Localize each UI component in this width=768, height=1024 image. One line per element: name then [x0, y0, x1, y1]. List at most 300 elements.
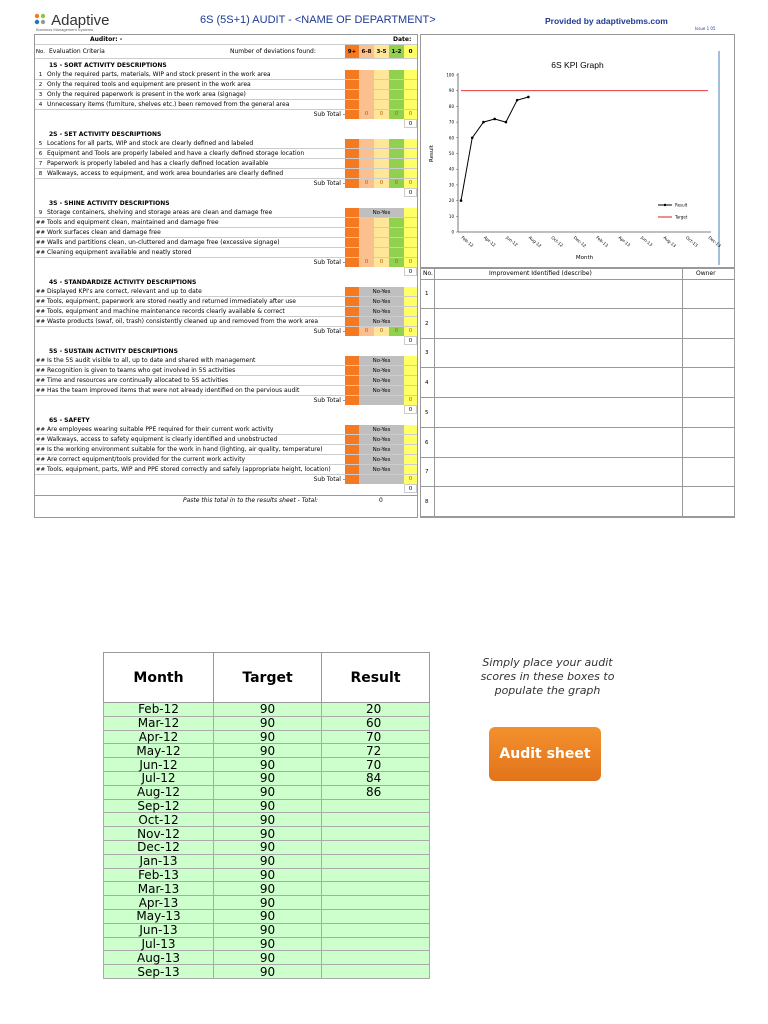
logo-icon [34, 13, 46, 25]
criteria-text: Unnecessary items (furniture, shelves etc.) been removed from the general area [47, 101, 290, 108]
criteria-row [35, 100, 417, 110]
improvement-number: 4 [425, 380, 429, 387]
target-cell[interactable]: 90 [214, 923, 322, 937]
criteria-text: Is the working environment suitable for the work in hand (lighting, air quality, temperature) [47, 446, 323, 453]
notes-cell: No-Yes [359, 307, 404, 317]
score-cell[interactable] [404, 70, 417, 80]
improvement-table [420, 268, 735, 518]
criteria-row [35, 80, 417, 90]
score-cell[interactable] [404, 139, 417, 149]
notes-cell: No-Yes [359, 386, 404, 396]
score-cell[interactable] [359, 70, 374, 80]
score-cell[interactable] [345, 297, 359, 307]
score-cell[interactable] [404, 90, 417, 100]
score-cell[interactable] [345, 386, 359, 396]
form-row [35, 336, 417, 345]
criteria-text: Only the required parts, materials, WIP and stock present in the work area [47, 71, 271, 78]
result-cell[interactable]: 60 [322, 716, 430, 730]
logo-subtitle: Business Management Systems [36, 27, 94, 32]
score-cell[interactable] [345, 228, 359, 238]
results-table [103, 652, 430, 979]
score-cell[interactable] [359, 159, 374, 169]
improvement-number: 8 [425, 498, 429, 505]
subtotal-value: 0 [359, 179, 374, 188]
form-row [35, 119, 417, 128]
notes-cell: No-Yes [359, 287, 404, 297]
form-row [35, 130, 417, 139]
score-cell[interactable] [374, 218, 389, 228]
x-tick-label: Dec-12 [572, 234, 588, 249]
criteria-number: ## [35, 289, 46, 295]
month-cell: Mar-13 [104, 882, 214, 896]
month-cell: Nov-12 [104, 827, 214, 841]
score-cell[interactable] [404, 228, 417, 238]
month-cell: May-13 [104, 909, 214, 923]
target-cell[interactable]: 90 [214, 854, 322, 868]
notes-cell: No-Yes [359, 297, 404, 307]
score-cell[interactable] [345, 435, 359, 445]
result-cell[interactable] [322, 951, 430, 965]
score-cell[interactable] [389, 80, 404, 90]
result-cell[interactable]: 84 [322, 771, 430, 785]
improvement-number: 5 [425, 409, 429, 416]
result-cell[interactable] [322, 882, 430, 896]
subtotal-gray [359, 475, 404, 484]
criteria-row [35, 70, 417, 80]
date-label: Date: [393, 36, 412, 43]
score-cell[interactable] [359, 139, 374, 149]
score-cell[interactable] [345, 70, 359, 80]
y-tick-label: 70 [448, 119, 454, 125]
auditor-label: Auditor: - [90, 36, 123, 43]
score-cell[interactable] [374, 248, 389, 258]
score-cell[interactable] [359, 90, 374, 100]
score-cell[interactable] [359, 169, 374, 179]
legend-target-label: Target [675, 214, 688, 220]
score-cell[interactable] [374, 228, 389, 238]
x-tick-label: Jun-13 [639, 234, 654, 248]
criteria-number: 8 [38, 171, 43, 177]
score-cell[interactable] [404, 208, 417, 218]
result-cell[interactable] [322, 965, 430, 979]
month-cell: Aug-12 [104, 785, 214, 799]
form-row [35, 405, 417, 414]
criteria-number: ## [35, 250, 46, 256]
improvement-row[interactable] [421, 309, 734, 339]
target-cell[interactable]: 90 [214, 896, 322, 910]
section-total: 0 [404, 405, 417, 414]
x-tick-label: Feb-12 [460, 234, 475, 248]
table-row [104, 813, 430, 827]
criteria-text: Walkways, access to safety equipment is clearly identified and unobstructed [47, 436, 278, 443]
criteria-row [35, 159, 417, 169]
table-row [104, 923, 430, 937]
subtotal-cell [345, 475, 359, 484]
criteria-row [35, 386, 417, 396]
criteria-number: 2 [38, 82, 43, 88]
subtotal-value: 0 [404, 179, 417, 188]
score-cell[interactable] [345, 425, 359, 435]
result-cell[interactable] [322, 868, 430, 882]
subtotal-value: 0 [389, 327, 404, 336]
result-cell[interactable]: 70 [322, 730, 430, 744]
deviations-label: Number of deviations found: [230, 48, 316, 55]
result-cell[interactable] [322, 937, 430, 951]
score-cell[interactable] [345, 139, 359, 149]
section-title: 1S - SORT ACTIVITY DESCRIPTIONS [49, 62, 167, 69]
criteria-number: ## [35, 427, 46, 433]
target-cell[interactable]: 90 [214, 951, 322, 965]
target-cell[interactable]: 90 [214, 771, 322, 785]
score-header: 1-2 [389, 45, 404, 59]
subtotal-cell [345, 327, 359, 336]
score-cell[interactable] [389, 90, 404, 100]
criteria-text: Time and resources are continually allocated to 5S activities [47, 377, 229, 384]
criteria-row [35, 435, 417, 445]
month-cell: Feb-13 [104, 868, 214, 882]
score-cell[interactable] [345, 287, 359, 297]
form-row [35, 416, 417, 425]
subtotal-value: 0 [404, 396, 417, 405]
score-cell[interactable] [374, 100, 389, 110]
score-cell[interactable] [389, 238, 404, 248]
improvement-number: 6 [425, 439, 429, 446]
criteria-text: Work surfaces clean and damage free [47, 229, 161, 236]
score-cell[interactable] [345, 455, 359, 465]
criteria-text: Paperwork is properly labeled and has a clearly defined location available [47, 160, 269, 167]
month-cell: Jul-12 [104, 771, 214, 785]
notes-cell: No-Yes [359, 435, 404, 445]
table-row [104, 716, 430, 730]
improvement-row[interactable] [421, 398, 734, 428]
subtotal-cell [345, 110, 359, 119]
subtotal-value: 0 [374, 327, 389, 336]
target-cell[interactable]: 90 [214, 937, 322, 951]
score-cell[interactable] [389, 100, 404, 110]
criteria-number: ## [35, 240, 46, 246]
criteria-number: 9 [38, 210, 43, 216]
score-cell[interactable] [404, 307, 417, 317]
target-cell[interactable]: 90 [214, 882, 322, 896]
improvement-row[interactable] [421, 368, 734, 398]
score-cell[interactable] [404, 149, 417, 159]
subtotal-cell [345, 258, 359, 267]
criteria-row [35, 139, 417, 149]
section-total: 0 [404, 267, 417, 276]
score-cell[interactable] [374, 159, 389, 169]
month-cell: Feb-12 [104, 703, 214, 717]
criteria-text: Storage containers, shelving and storage areas are clean and damage free [47, 209, 273, 216]
result-cell[interactable]: 20 [322, 703, 430, 717]
score-cell[interactable] [374, 90, 389, 100]
result-cell[interactable] [322, 799, 430, 813]
result-cell[interactable] [322, 813, 430, 827]
result-cell[interactable]: 72 [322, 744, 430, 758]
criteria-text: Equipment and Tools are properly labeled and have a clearly defined storage location [47, 150, 305, 157]
result-cell[interactable] [322, 840, 430, 854]
score-cell[interactable] [345, 159, 359, 169]
score-cell[interactable] [389, 169, 404, 179]
subtotal-label: Sub Total - [313, 111, 345, 118]
table-row [104, 744, 430, 758]
improvement-no-header: No. [423, 270, 433, 277]
result-cell[interactable] [322, 827, 430, 841]
subtotal-value: 0 [404, 475, 417, 484]
criteria-row [35, 149, 417, 159]
notes-cell: No-Yes [359, 445, 404, 455]
criteria-number: ## [35, 457, 46, 463]
score-cell[interactable] [345, 356, 359, 366]
score-cell[interactable] [404, 169, 417, 179]
logo-text: Adaptive [51, 12, 110, 29]
x-tick-label: Oct-13 [684, 234, 699, 248]
score-cell[interactable] [359, 149, 374, 159]
notes-cell: No-Yes [359, 356, 404, 366]
score-cell[interactable] [345, 169, 359, 179]
result-header: Result [322, 653, 430, 703]
improvement-row[interactable] [421, 279, 734, 309]
form-row [35, 396, 417, 405]
data-point [527, 96, 530, 99]
improvement-row[interactable] [421, 428, 734, 458]
score-cell[interactable] [359, 248, 374, 258]
score-cell[interactable] [404, 317, 417, 327]
target-cell[interactable]: 90 [214, 965, 322, 979]
score-cell[interactable] [404, 376, 417, 386]
target-cell[interactable]: 90 [214, 840, 322, 854]
form-row [35, 347, 417, 356]
score-cell[interactable] [345, 445, 359, 455]
score-cell[interactable] [389, 159, 404, 169]
criteria-number: 6 [38, 151, 43, 157]
x-tick-label: Feb-13 [595, 234, 610, 248]
score-cell[interactable] [404, 386, 417, 396]
score-cell[interactable] [345, 465, 359, 475]
criteria-row [35, 366, 417, 376]
month-cell: Sep-13 [104, 965, 214, 979]
criteria-number: ## [35, 447, 46, 453]
score-cell[interactable] [404, 238, 417, 248]
criteria-number: ## [35, 309, 46, 315]
score-cell[interactable] [374, 80, 389, 90]
score-cell[interactable] [404, 287, 417, 297]
improvement-row[interactable] [421, 457, 734, 487]
criteria-row [35, 287, 417, 297]
score-cell[interactable] [345, 317, 359, 327]
score-cell[interactable] [404, 425, 417, 435]
criteria-text: Walkways, access to equipment, and work area boundaries are clearly defined [47, 170, 284, 177]
criteria-text: Recognition is given to teams who get involved in 5S activities [47, 367, 236, 374]
score-cell[interactable] [359, 100, 374, 110]
criteria-text: Cleaning equipment available and neatly stored [47, 249, 192, 256]
notes-cell: No-Yes [359, 366, 404, 376]
score-cell[interactable] [374, 169, 389, 179]
improvement-number: 3 [425, 350, 429, 357]
score-cell[interactable] [374, 139, 389, 149]
score-cell[interactable] [389, 139, 404, 149]
criteria-number: ## [35, 319, 46, 325]
section-title: 5S - SUSTAIN ACTIVITY DESCRIPTIONS [49, 348, 178, 355]
score-cell[interactable] [345, 307, 359, 317]
improvement-number: 7 [425, 469, 429, 476]
subtotal-value: 0 [374, 179, 389, 188]
target-cell[interactable]: 90 [214, 744, 322, 758]
criteria-row [35, 169, 417, 179]
criteria-row [35, 465, 417, 475]
month-cell: Dec-12 [104, 840, 214, 854]
month-cell: Mar-12 [104, 716, 214, 730]
score-cell[interactable] [345, 80, 359, 90]
notes-cell: No-Yes [359, 455, 404, 465]
score-cell[interactable] [345, 149, 359, 159]
criteria-row [35, 307, 417, 317]
score-cell[interactable] [404, 445, 417, 455]
form-row [35, 110, 417, 119]
target-cell[interactable]: 90 [214, 909, 322, 923]
score-cell[interactable] [359, 228, 374, 238]
subtotal-value: 0 [404, 327, 417, 336]
month-cell: Apr-12 [104, 730, 214, 744]
criteria-text: Has the team improved items that were not already identified on the pervious audit [47, 387, 300, 394]
data-point [493, 118, 496, 121]
table-row [104, 703, 430, 717]
target-cell[interactable]: 90 [214, 799, 322, 813]
score-cell[interactable] [404, 366, 417, 376]
data-point [460, 199, 463, 202]
month-cell: Apr-13 [104, 896, 214, 910]
subtotal-cell [345, 179, 359, 188]
score-cell[interactable] [389, 70, 404, 80]
score-cell[interactable] [404, 218, 417, 228]
result-cell[interactable]: 70 [322, 758, 430, 772]
score-cell[interactable] [345, 376, 359, 386]
form-row [35, 484, 417, 493]
score-cell[interactable] [359, 80, 374, 90]
score-cell[interactable] [345, 238, 359, 248]
subtotal-value: 0 [374, 258, 389, 267]
score-cell[interactable] [404, 80, 417, 90]
month-header: Month [104, 653, 214, 703]
criteria-row [35, 425, 417, 435]
result-cell[interactable] [322, 923, 430, 937]
audit-sheet-button[interactable]: Audit sheet [489, 727, 601, 781]
criteria-header: Evaluation Criteria [49, 48, 105, 55]
criteria-number: ## [35, 378, 46, 384]
score-cell[interactable] [404, 435, 417, 445]
series-line-result [461, 97, 528, 201]
form-row [35, 179, 417, 188]
score-cell[interactable] [345, 366, 359, 376]
result-cell[interactable] [322, 854, 430, 868]
form-row [35, 327, 417, 336]
target-cell[interactable]: 90 [214, 716, 322, 730]
score-cell[interactable] [404, 248, 417, 258]
y-tick-label: 10 [448, 213, 454, 219]
criteria-number: 4 [38, 102, 43, 108]
result-cell[interactable]: 86 [322, 785, 430, 799]
criteria-text: Only the required paperwork is present in the work area (signage) [47, 91, 246, 98]
notes-cell: No-Yes [359, 376, 404, 386]
score-cell[interactable] [374, 70, 389, 80]
provider-link[interactable]: Provided by adaptivebms.com [545, 16, 668, 26]
score-cell[interactable] [345, 218, 359, 228]
score-cell[interactable] [345, 248, 359, 258]
improvement-row[interactable] [421, 338, 734, 368]
score-cell[interactable] [404, 455, 417, 465]
score-cell[interactable] [374, 149, 389, 159]
score-cell[interactable] [374, 238, 389, 248]
score-cell[interactable] [345, 100, 359, 110]
criteria-text: Tools, equipment and machine maintenance records clearly available & correct [47, 308, 285, 315]
score-cell[interactable] [404, 159, 417, 169]
score-cell[interactable] [359, 218, 374, 228]
subtotal-label: Sub Total - [313, 476, 345, 483]
criteria-number: ## [35, 358, 46, 364]
target-cell[interactable]: 90 [214, 813, 322, 827]
chart-svg [421, 35, 734, 267]
criteria-row [35, 208, 417, 218]
criteria-number: ## [35, 467, 46, 473]
kpi-chart [420, 34, 735, 268]
y-tick-label: 30 [448, 182, 454, 188]
x-tick-label: Dec-13 [707, 234, 723, 249]
table-row [104, 868, 430, 882]
target-cell[interactable]: 90 [214, 785, 322, 799]
table-row [104, 827, 430, 841]
score-cell[interactable] [404, 356, 417, 366]
subtotal-value: 0 [359, 327, 374, 336]
score-cell[interactable] [345, 208, 359, 218]
criteria-number: ## [35, 437, 46, 443]
score-cell[interactable] [389, 228, 404, 238]
score-cell[interactable] [404, 465, 417, 475]
target-cell[interactable]: 90 [214, 758, 322, 772]
score-cell[interactable] [404, 100, 417, 110]
score-cell[interactable] [404, 297, 417, 307]
notes-cell: No-Yes [359, 317, 404, 327]
x-tick-label: Aug-12 [527, 234, 543, 249]
target-cell[interactable]: 90 [214, 703, 322, 717]
score-cell[interactable] [359, 238, 374, 248]
criteria-number: ## [35, 230, 46, 236]
result-cell[interactable] [322, 896, 430, 910]
result-cell[interactable] [322, 909, 430, 923]
data-point [482, 121, 485, 124]
target-cell[interactable]: 90 [214, 827, 322, 841]
table-row [104, 840, 430, 854]
criteria-text: Only the required tools and equipment are present in the work area [47, 81, 251, 88]
score-cell[interactable] [389, 149, 404, 159]
score-cell[interactable] [389, 218, 404, 228]
target-cell[interactable]: 90 [214, 868, 322, 882]
criteria-row [35, 445, 417, 455]
chart-title: 6S KPI Graph [551, 60, 604, 70]
notes-cell: No-Yes [359, 208, 404, 218]
subtotal-value: 0 [389, 110, 404, 119]
form-row [35, 258, 417, 267]
data-point [505, 121, 508, 124]
improvement-row[interactable] [421, 487, 734, 517]
table-row [104, 909, 430, 923]
target-cell[interactable]: 90 [214, 730, 322, 744]
score-cell[interactable] [389, 248, 404, 258]
criteria-number: ## [35, 220, 46, 226]
table-row [104, 854, 430, 868]
criteria-number: 1 [38, 72, 43, 78]
score-cell[interactable] [345, 90, 359, 100]
subtotal-label: Sub Total - [313, 328, 345, 335]
table-row [104, 965, 430, 979]
